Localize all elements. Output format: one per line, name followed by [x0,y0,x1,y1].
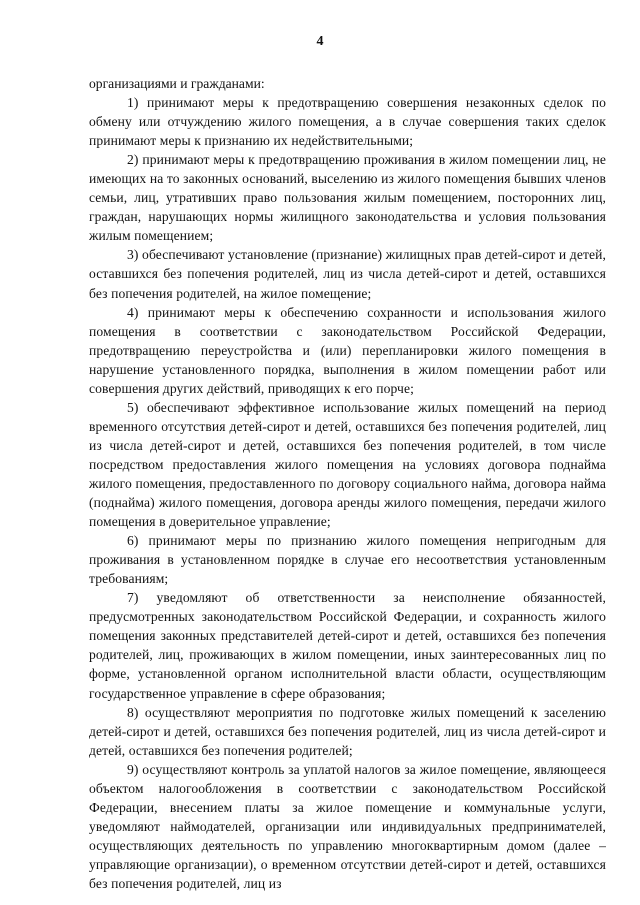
paragraph-1: 1) принимают меры к предотвращению совершения незаконных сделок по обмену или отчуждению жилого помещения, а в случае совершения таких сделок принимают меры к признанию их недействительными; [89,95,606,149]
page-number: 4 [316,34,324,49]
paragraph-6: 6) принимают меры по признанию жилого помещения непригодным для проживания в установленном порядке в случае его несоответствия установленным требованиям; [89,533,606,587]
lead-line: организациями и гражданами: [89,76,265,91]
body-text [89,74,606,893]
paragraph-8: 8) осуществляют мероприятия по подготовке жилых помещений к заселению детей-сирот и детей, оставшихся без попечения родителей, лиц из числа детей-сирот и детей, оставшихся без попечения родителей; [89,704,606,758]
paragraph-7: 7) уведомляют об ответственности за неисполнение обязанностей, предусмотренных законодательством Российской Федерации, и сохранность жилого помещения законных представителей детей-сирот и детей, оставшихся без попечения родителей, лиц, проживающих в жилом помещении, иных заинтересованных лиц по форме, установленной органом исполнительной власти области, осуществляющим государственное управление в сфере образования; [89,590,606,701]
paragraph-9: 9) осуществляют контроль за уплатой налогов за жилое помещение, являющееся объектом налогообложения в соответствии с законодательством Российской Федерации, внесением платы за жилое помещение и коммунальные услуги, уведомляют наймодателей, организации или индивидуальных предпринимателей, осуществляющих деятельность по управлению многоквартирным домом (далее – управляющие организации), о временном отсутствии детей-сирот и детей, оставшихся без попечения родителей, лиц из [89,761,606,891]
paragraph-4: 4) принимают меры к обеспечению сохранности и использования жилого помещения в соответствии с законодательством Российской Федерации, предотвращению переустройства и (или) перепланировки жилого помещения в нарушение установленного порядка, выполнения в жилом помещении работ или совершения других действий, приводящих к его порче; [89,304,606,396]
paragraph-5: 5) обеспечивают эффективное использование жилых помещений на период временного отсутствия детей-сирот и детей, оставшихся без попечения родителей, лиц из числа детей-сирот и детей, оставшихся без попечения родителей, в том числе посредством предоставления жилого помещения на условиях договора поднайма жилого помещения, предоставленного по договору социального найма, договора найма (поднайма) жилого помещения, договора аренды жилого помещения, передачи жилого помещения в доверительное управление; [89,399,606,530]
paragraph-3: 3) обеспечивают установление (признание) жилищных прав детей-сирот и детей, оставшихся без попечения родителей, лиц из числа детей-сирот и детей, оставшихся без попечения родителей, на жилое помещение; [89,247,606,301]
paragraph-2: 2) принимают меры к предотвращению проживания в жилом помещении лиц, не имеющих на то законных оснований, выселению из жилого помещения бывших членов семьи, лиц, утративших право пользования жилым помещением, посторонних лиц, граждан, нарушающих нормы жилищного законодательства и условия пользования жилым помещением; [89,152,606,244]
